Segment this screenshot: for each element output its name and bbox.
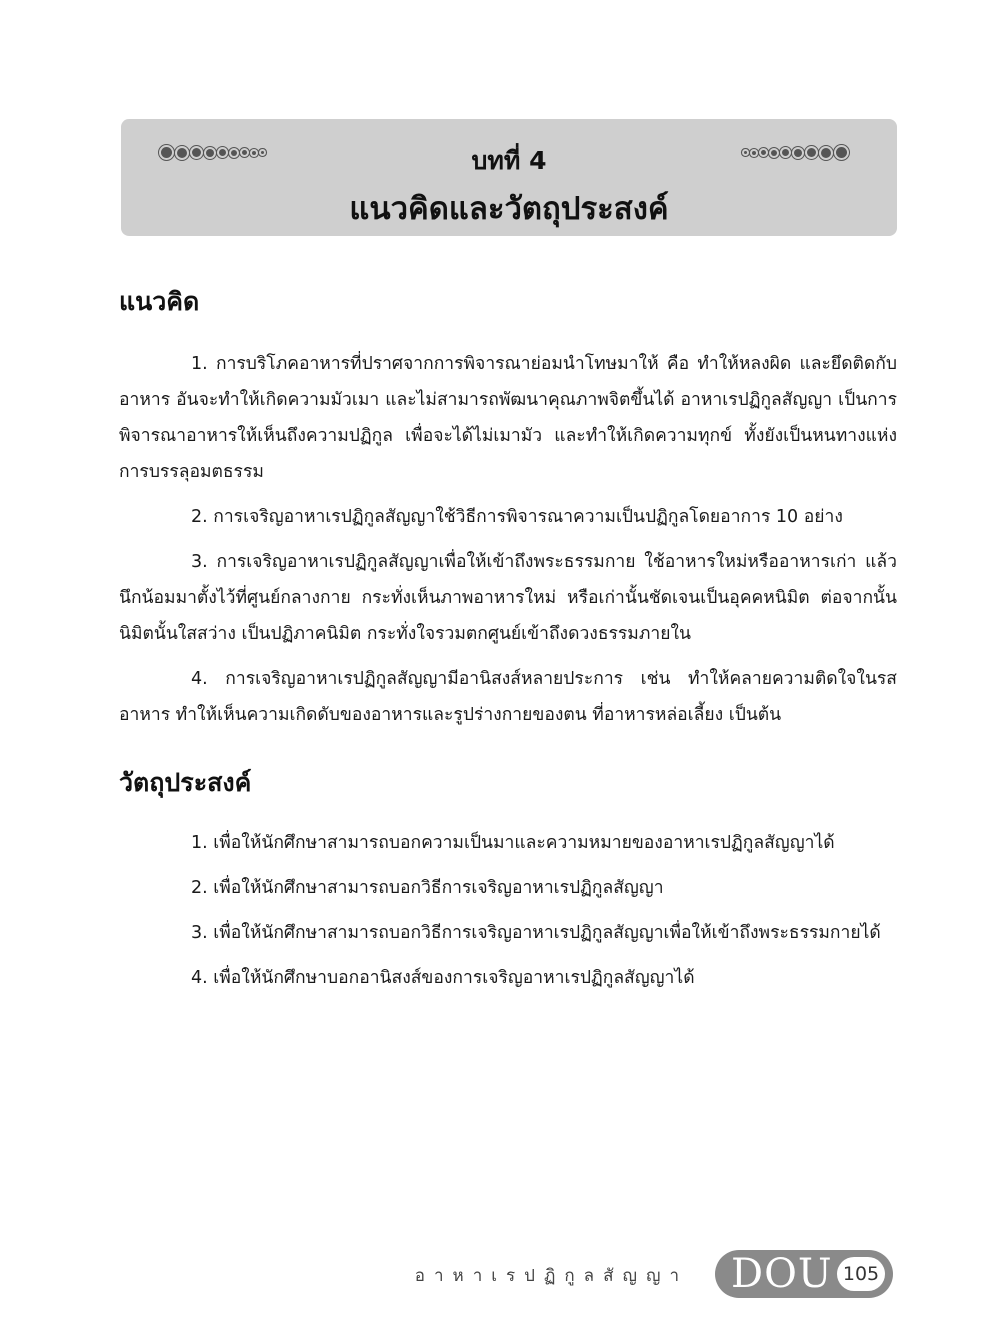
running-book-title: อาหาเรปฏิกูลสัญญา (414, 1266, 688, 1286)
concept-item: 3. การเจริญอาหาเรปฏิกูลสัญญาเพื่อให้เข้าถึงพระธรรมกาย ใช้อาหารใหม่หรืออาหารเก่า แล้วนึกน้อมมาตั้งไว้ที่ศูนย์กลางกาย กระทั่งเห็นภาพอาหารใหม่ หรือเก่านั้นชัดเจนเป็นอุคคหนิมิต ต่อจากนั้นนิมิตนั้นใสสว่าง เป็นปฏิภาคนิมิต กระทั่งใจรวมตกศูนย์เข้าถึงดวงธรรมภายใน (119, 552, 897, 644)
objective-item: 3. เพื่อให้นักศึกษาสามารถบอกวิธีการเจริญอาหาเรปฏิกูลสัญญาเพื่อให้เข้าถึงพระธรรมกายได้ (191, 923, 881, 943)
page-badge (715, 1250, 893, 1298)
page-number: 105 (837, 1257, 885, 1291)
dot-icon (821, 148, 831, 158)
concept-item: 1. การบริโภคอาหารที่ปราศจากการพิจารณาย่อมนำโทษมาให้ คือ ทำให้หลงผิด และยึดติดกับอาหาร อันจะทำให้เกิดความมัวเมา และไม่สามารถพัฒนาคุณภาพจิตขึ้นได้ อาหาเรปฏิกูลสัญญา เป็นการพิจารณาอาหารให้เห็นถึงความปฏิกูล เพื่อจะได้ไม่เมามัว และทำให้เกิดความทุกข์ ทั้งยังเป็นหนทางแห่งการบรรลุอมตธรรม (119, 354, 897, 482)
concept-item: 2. การเจริญอาหาเรปฏิกูลสัญญาใช้วิธีการพิจารณาความเป็นปฏิกูลโดยอาการ 10 อย่าง (191, 507, 843, 527)
concepts-heading: แนวคิด (119, 287, 200, 316)
dot-icon (752, 151, 756, 155)
dot-icon (807, 148, 816, 157)
chapter-number: บทที่ 4 (471, 146, 547, 175)
dot-icon (744, 151, 747, 154)
chapter-header (121, 119, 897, 236)
dot-icon (794, 149, 802, 157)
concept-item: 4. การเจริญอาหาเรปฏิกูลสัญญามีอานิสงส์หลายประการ เช่น ทำให้คลายความติดใจในรสอาหาร ทำให้เห็นความเกิดดับของอาหารและรูปร่างกายของตน ที่อาหารหล่อเลี้ยง เป็นต้น (119, 669, 897, 725)
objective-item: 2. เพื่อให้นักศึกษาสามารถบอกวิธีการเจริญอาหาเรปฏิกูลสัญญา (191, 878, 664, 898)
page-content (119, 282, 897, 1005)
dot-icon (761, 150, 766, 155)
chapter-title: แนวคิดและวัตถุประสงค์ (349, 191, 669, 227)
dou-logo: DOU (731, 1251, 833, 1297)
objective-item: 4. เพื่อให้นักศึกษาบอกอานิสงส์ของการเจริญอาหาเรปฏิกูลสัญญาได้ (191, 968, 695, 988)
decorative-dots-right (744, 147, 847, 158)
dot-icon (771, 150, 777, 156)
dot-icon (782, 149, 789, 156)
objectives-heading: วัตถุประสงค์ (119, 768, 252, 797)
dot-icon (836, 147, 847, 158)
page-footer (0, 1250, 1000, 1300)
objective-item: 1. เพื่อให้นักศึกษาสามารถบอกความเป็นมาและความหมายของอาหาเรปฏิกูลสัญญาได้ (191, 833, 835, 853)
